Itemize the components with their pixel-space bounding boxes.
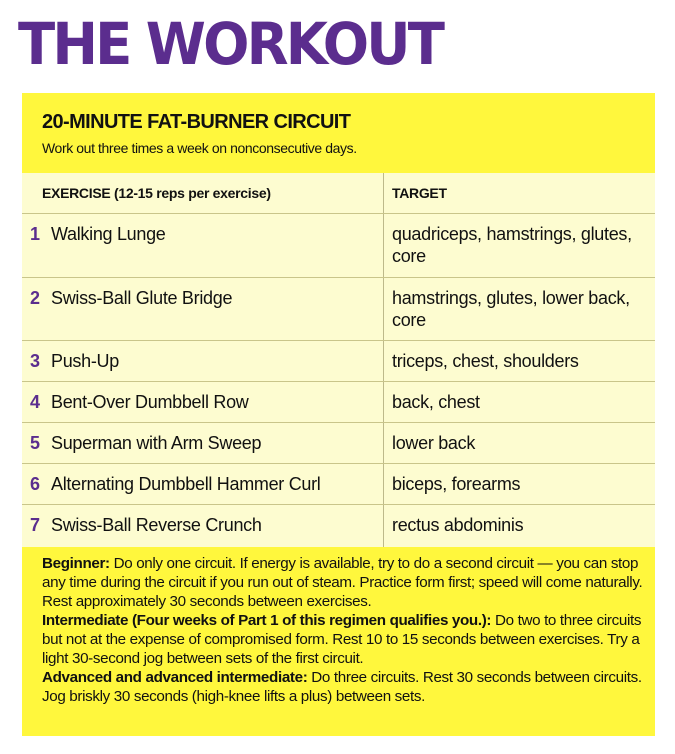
exercise-number: 2 xyxy=(30,288,41,308)
table-header-row xyxy=(22,173,655,213)
target-cell: biceps, forearms xyxy=(392,474,521,494)
workout-card xyxy=(22,93,655,736)
exercise-name: Alternating Dumbbell Hammer Curl xyxy=(51,474,321,494)
exercise-number: 3 xyxy=(30,351,41,371)
target-cell: triceps, chest, shoulders xyxy=(392,351,579,371)
intermediate-text: Do two to three circuits but not at the expense of compromised form. Rest 10 to 15 seconds between exercises. Try a light 30-second jog between sets of the first circuit. xyxy=(42,612,642,667)
table-row xyxy=(22,381,655,422)
exercise-number: 1 xyxy=(30,224,41,244)
beginner-label: Beginner: xyxy=(42,555,110,572)
target-cell: lower back xyxy=(392,433,476,453)
beginner-text: Do only one circuit. If energy is available, try to do a second circuit — you can stop any time during the circuit if you run out of steam. Practice form first; speed will come naturally. Rest approximately 30 seconds between exercises. xyxy=(42,555,643,610)
circuit-title: 20-MINUTE FAT-BURNER CIRCUIT xyxy=(42,111,351,133)
exercise-name: Swiss-Ball Reverse Crunch xyxy=(51,515,262,535)
target-cell: back, chest xyxy=(392,392,480,412)
exercise-number: 4 xyxy=(30,392,41,412)
target-cell: quadriceps, hamstrings, glutes, core xyxy=(392,224,632,266)
intermediate-note xyxy=(42,611,647,668)
exercise-cell xyxy=(22,382,384,422)
table-row xyxy=(22,213,655,277)
exercise-name: Walking Lunge xyxy=(51,224,166,244)
exercise-cell xyxy=(22,464,384,504)
table-row xyxy=(22,504,655,547)
exercise-number: 5 xyxy=(30,433,41,453)
target-cell: hamstrings, glutes, lower back, core xyxy=(392,288,630,330)
table-row xyxy=(22,422,655,463)
exercise-number: 7 xyxy=(30,515,41,535)
exercise-number: 6 xyxy=(30,474,41,494)
advanced-label: Advanced and advanced intermediate: xyxy=(42,669,308,686)
target-cell: rectus abdominis xyxy=(392,515,524,535)
exercise-table xyxy=(22,173,655,547)
advanced-text: Do three circuits. Rest 30 seconds between circuits. Jog briskly 30 seconds (high-knee lifts a plus) between sets. xyxy=(42,669,642,705)
table-row xyxy=(22,277,655,340)
circuit-subtitle: Work out three times a week on nonconsecutive days. xyxy=(42,140,357,156)
page-title: THE WORKOUT xyxy=(18,10,443,78)
exercise-name: Push-Up xyxy=(51,351,119,371)
header-exercise: EXERCISE (12-15 reps per exercise) xyxy=(22,173,384,213)
intermediate-label: Intermediate (Four weeks of Part 1 of this regimen qualifies you.): xyxy=(42,612,492,629)
exercise-name: Bent-Over Dumbbell Row xyxy=(51,392,249,412)
exercise-cell xyxy=(22,278,384,340)
table-row xyxy=(22,463,655,504)
advanced-note xyxy=(42,668,647,706)
beginner-note xyxy=(42,554,647,611)
exercise-cell xyxy=(22,423,384,463)
exercise-name: Superman with Arm Sweep xyxy=(51,433,262,453)
table-row xyxy=(22,340,655,381)
exercise-cell xyxy=(22,505,384,547)
level-notes xyxy=(42,554,647,706)
exercise-cell xyxy=(22,214,384,277)
exercise-cell xyxy=(22,341,384,381)
header-target: TARGET xyxy=(392,185,447,201)
exercise-name: Swiss-Ball Glute Bridge xyxy=(51,288,233,308)
